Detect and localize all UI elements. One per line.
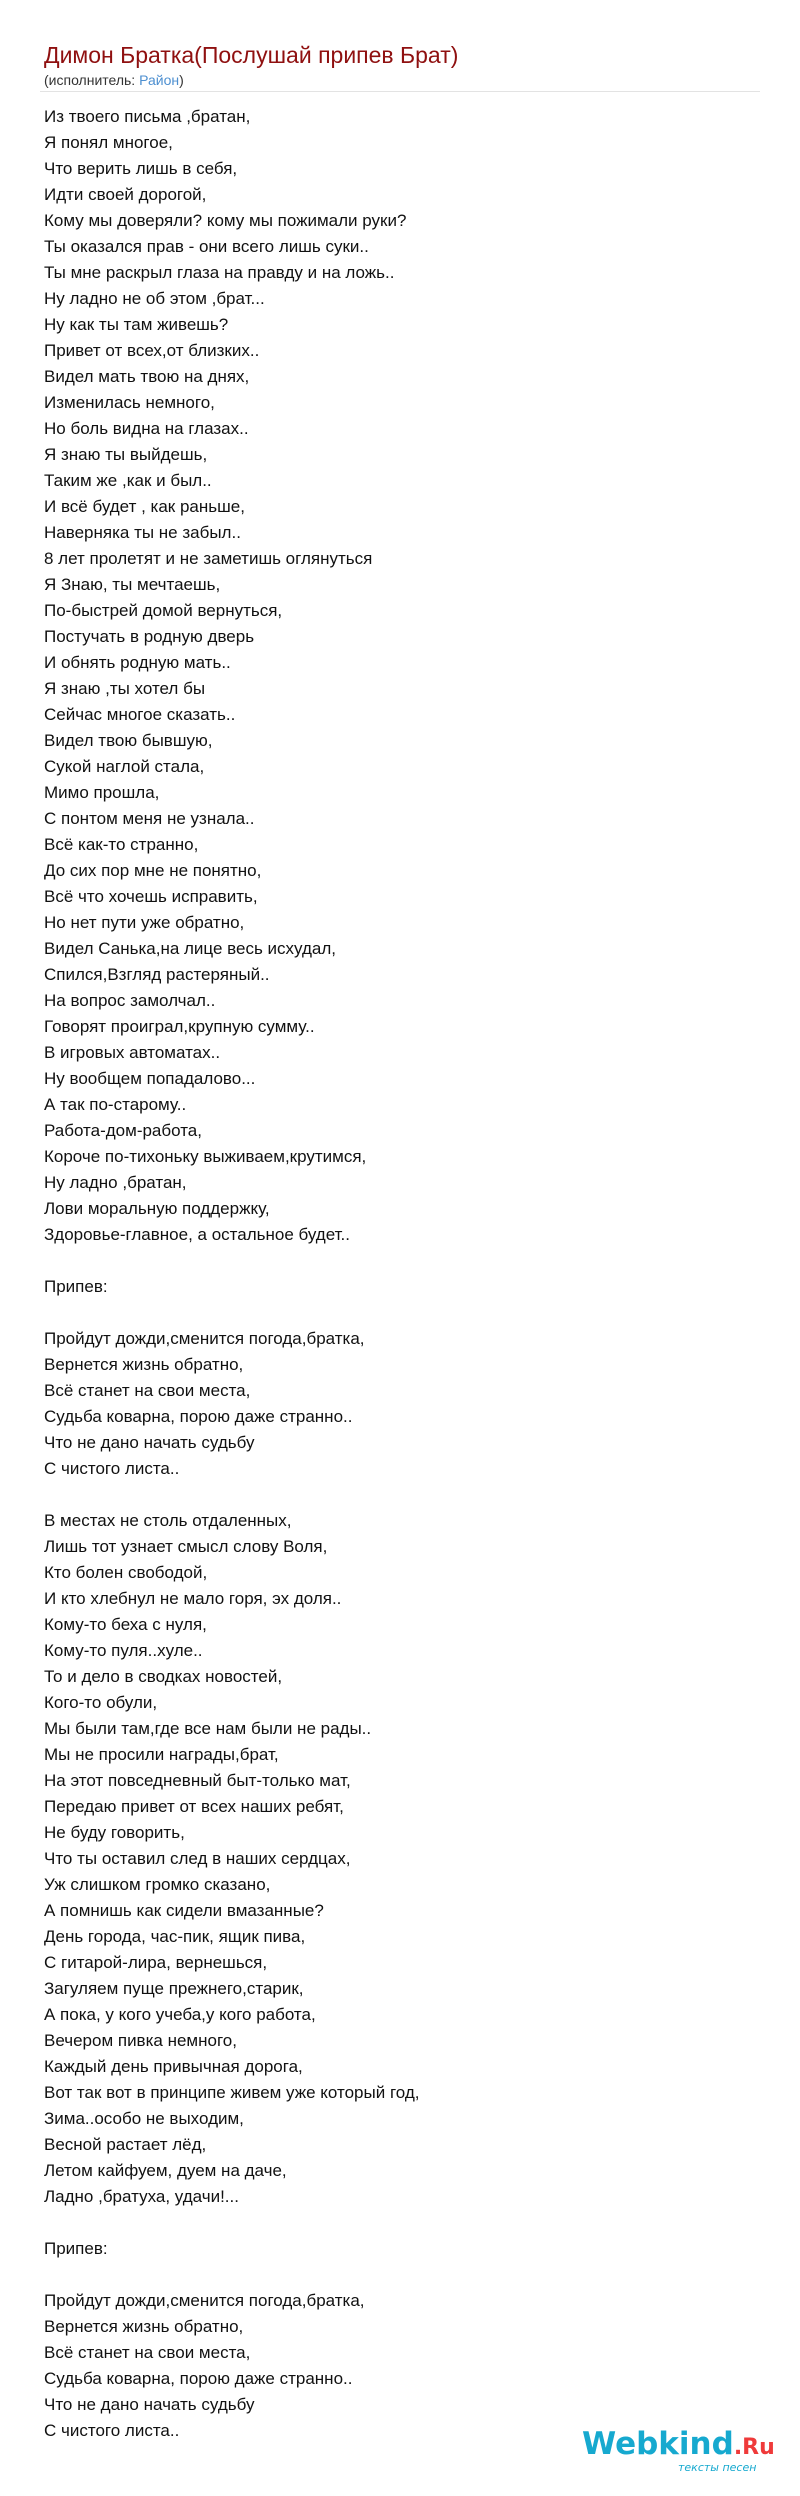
lyric-line: Спился,Взгляд растеряный.. — [44, 965, 270, 984]
lyric-line: Что не дано начать судьбу — [44, 1433, 255, 1452]
blank-line — [44, 1300, 744, 1326]
lyric-line: Мимо прошла, — [44, 783, 160, 802]
lyric-line: И всё будет , как раньше, — [44, 497, 245, 516]
lyric-line: А помнишь как сидели вмазанные? — [44, 1901, 324, 1920]
lyric-line: На вопрос замолчал.. — [44, 991, 216, 1010]
lyric-line: Вечером пивка немного, — [44, 2031, 237, 2050]
lyric-line: Видел мать твою на днях, — [44, 367, 250, 386]
lyric-line: 8 лет пролетят и не заметишь оглянуться — [44, 549, 373, 568]
lyric-line: С гитарой-лира, вернешься, — [44, 1953, 268, 1972]
artist-link[interactable]: Район — [139, 72, 180, 88]
lyric-line: Ну вообщем попадалово... — [44, 1069, 256, 1088]
lyric-line: А так по-старому.. — [44, 1095, 187, 1114]
lyric-line: Пройдут дожди,сменится погода,братка, — [44, 2291, 365, 2310]
artist-suffix: ) — [179, 72, 184, 88]
lyric-line: Я знаю ,ты хотел бы — [44, 679, 206, 698]
artist-prefix: (исполнитель: — [44, 72, 140, 88]
lyric-line: По-быстрей домой вернуться, — [44, 601, 283, 620]
lyric-line: Работа-дом-работа, — [44, 1121, 202, 1140]
lyric-line: Вернется жизнь обратно, — [44, 2317, 244, 2336]
lyric-line: Всё что хочешь исправить, — [44, 887, 258, 906]
lyric-line: Сукой наглой стала, — [44, 757, 205, 776]
lyric-line: Зима..особо не выходим, — [44, 2109, 244, 2128]
lyric-line: Идти своей дорогой, — [44, 185, 207, 204]
lyric-line: А пока, у кого учеба,у кого работа, — [44, 2005, 316, 2024]
blank-line — [44, 2210, 744, 2236]
lyric-line: Я Знаю, ты мечтаешь, — [44, 575, 221, 594]
lyric-line: Видел твою бывшую, — [44, 731, 213, 750]
lyric-line: Кому-то пуля..хуле.. — [44, 1641, 203, 1660]
lyric-line: Мы не просили награды,брат, — [44, 1745, 279, 1764]
lyric-line: Видел Санька,на лице весь исхудал, — [44, 939, 336, 958]
lyric-line: Вот так вот в принципе живем уже который год, — [44, 2083, 420, 2102]
lyric-line: Каждый день привычная дорога, — [44, 2057, 303, 2076]
lyric-line: Припев: — [44, 1277, 108, 1296]
logo-suffix-text: .Ru — [733, 2435, 775, 2460]
lyric-line: Не буду говорить, — [44, 1823, 185, 1842]
lyric-line: Кого-то обули, — [44, 1693, 158, 1712]
lyric-line: Я знаю ты выйдешь, — [44, 445, 208, 464]
lyrics-body — [44, 104, 744, 2444]
lyric-line: Ну как ты там живешь? — [44, 315, 229, 334]
lyric-line: Загуляем пуще прежнего,старик, — [44, 1979, 304, 1998]
lyric-line: Вернется жизнь обратно, — [44, 1355, 244, 1374]
lyric-line: Из твоего письма ,братан, — [44, 107, 251, 126]
lyric-line: Сейчас многое сказать.. — [44, 705, 236, 724]
lyric-line: Что ты оставил след в наших сердцах, — [44, 1849, 351, 1868]
lyric-line: Судьба коварна, порою даже странно.. — [44, 1407, 353, 1426]
lyric-line: Ладно ,братуха, удачи!... — [44, 2187, 239, 2206]
lyric-line: И кто хлебнул не мало горя, эх доля.. — [44, 1589, 342, 1608]
lyric-line: Привет от всех,от близких.. — [44, 341, 260, 360]
lyric-line: Кому-то беха с нуля, — [44, 1615, 207, 1634]
blank-line — [44, 1248, 744, 1274]
blank-line — [44, 2262, 744, 2288]
lyric-line: День города, час-пик, ящик пива, — [44, 1927, 306, 1946]
lyric-line: Весной растает лёд, — [44, 2135, 207, 2154]
lyric-line: То и дело в сводках новостей, — [44, 1667, 283, 1686]
lyric-line: Лишь тот узнает смысл слову Воля, — [44, 1537, 328, 1556]
lyric-line: Пройдут дожди,сменится погода,братка, — [44, 1329, 365, 1348]
lyric-line: Короче по-тихоньку выживаем,крутимся, — [44, 1147, 367, 1166]
lyric-line: Кому мы доверяли? кому мы пожимали руки? — [44, 211, 407, 230]
lyric-line: На этот повседневный быт-только мат, — [44, 1771, 351, 1790]
lyric-line: И обнять родную мать.. — [44, 653, 231, 672]
logo-wordmark — [582, 2426, 775, 2466]
lyric-line: Здоровье-главное, а остальное будет.. — [44, 1225, 350, 1244]
lyric-line: Что верить лишь в себя, — [44, 159, 238, 178]
lyric-line: Говорят проиграл,крупную сумму.. — [44, 1017, 315, 1036]
lyric-line: Изменилась немного, — [44, 393, 215, 412]
lyric-line: В игровых автоматах.. — [44, 1043, 221, 1062]
lyric-line: Что не дано начать судьбу — [44, 2395, 255, 2414]
lyric-line: Постучать в родную дверь — [44, 627, 255, 646]
lyric-line: Я понял многое, — [44, 133, 173, 152]
lyric-line: Всё как-то странно, — [44, 835, 199, 854]
logo-tagline: тексты песен — [678, 2461, 757, 2474]
lyric-line: Но нет пути уже обратно, — [44, 913, 245, 932]
lyric-line: Летом кайфуем, дуем на даче, — [44, 2161, 287, 2180]
lyric-line: Ты оказался прав - они всего лишь суки.. — [44, 237, 369, 256]
webkind-logo[interactable] — [582, 2426, 775, 2482]
song-title: Димон Братка(Послушай припев Брат) — [44, 42, 459, 68]
lyric-line: Таким же ,как и был.. — [44, 471, 212, 490]
lyric-line: Судьба коварна, порою даже странно.. — [44, 2369, 353, 2388]
lyric-line: С понтом меня не узнала.. — [44, 809, 255, 828]
lyric-line: Уж слишком громко сказано, — [44, 1875, 271, 1894]
lyric-line: Лови моральную поддержку, — [44, 1199, 270, 1218]
lyric-line: Ты мне раскрыл глаза на правду и на ложь.. — [44, 263, 395, 282]
lyric-line: С чистого листа.. — [44, 1459, 180, 1478]
logo-main-text: Webkind — [582, 2426, 734, 2462]
lyric-line: Мы были там,где все нам были не рады.. — [44, 1719, 372, 1738]
blank-line — [44, 1482, 744, 1508]
lyric-line: В местах не столь отдаленных, — [44, 1511, 292, 1530]
lyric-line: Ну ладно не об этом ,брат... — [44, 289, 265, 308]
title-divider — [40, 91, 760, 92]
lyric-line: Кто болен свободой, — [44, 1563, 208, 1582]
lyric-line: Но боль видна на глазах.. — [44, 419, 249, 438]
lyric-line: Наверняка ты не забыл.. — [44, 523, 241, 542]
lyric-line: С чистого листа.. — [44, 2421, 180, 2440]
lyric-line: Ну ладно ,братан, — [44, 1173, 187, 1192]
lyric-line: Передаю привет от всех наших ребят, — [44, 1797, 344, 1816]
lyric-line: До сих пор мне не понятно, — [44, 861, 262, 880]
lyric-line: Всё станет на свои места, — [44, 1381, 251, 1400]
lyric-line: Припев: — [44, 2239, 108, 2258]
lyric-line: Всё станет на свои места, — [44, 2343, 251, 2362]
artist-line — [44, 72, 184, 88]
